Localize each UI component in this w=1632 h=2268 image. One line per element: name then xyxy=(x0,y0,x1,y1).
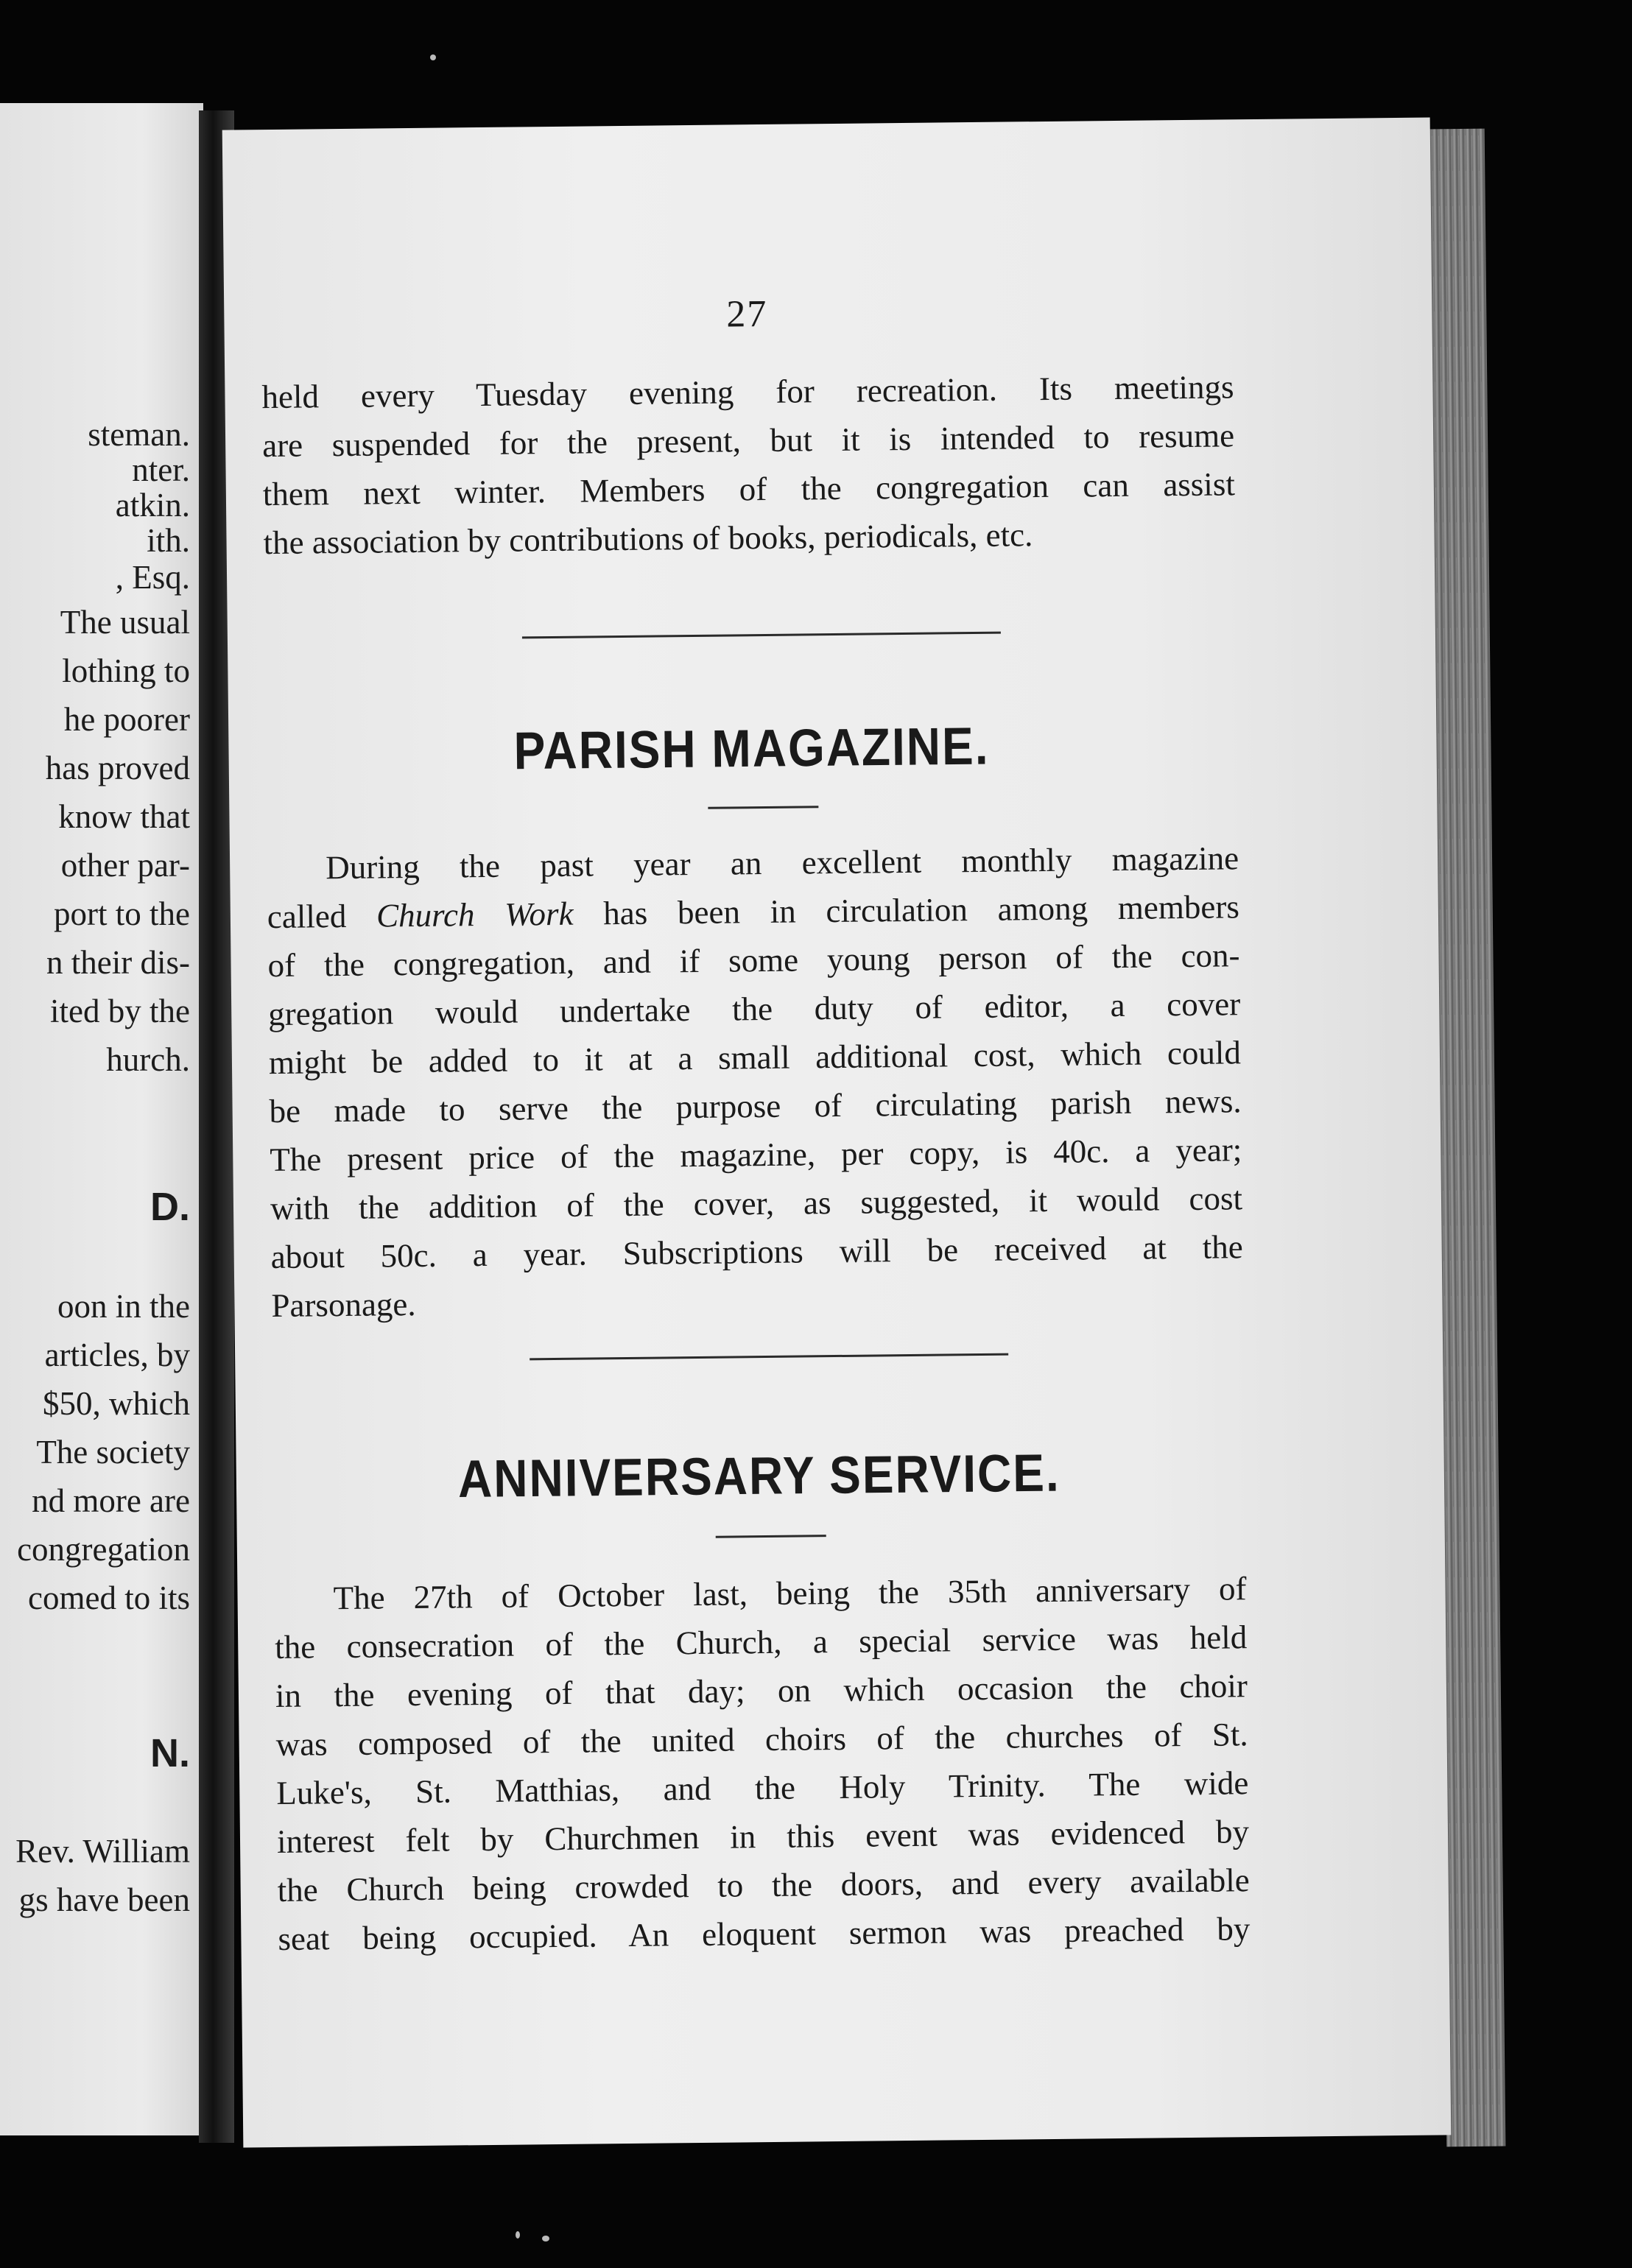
left-line: , Esq. xyxy=(115,559,190,596)
text-line: The 27th of October last, being the 35th anniversary of xyxy=(333,1570,1247,1617)
left-line: he poorer xyxy=(63,701,190,738)
left-line: has proved xyxy=(45,750,190,786)
text-line: was composed of the united choirs of the churches of St. xyxy=(275,1716,1248,1764)
left-line: hurch. xyxy=(106,1041,190,1078)
left-line: lothing to xyxy=(62,652,190,689)
left-line: other par- xyxy=(60,847,190,884)
text-line: about 50c. a year. Subscriptions will be received at the xyxy=(270,1228,1243,1276)
text-line: Parsonage. xyxy=(271,1285,416,1325)
text-line: the association by contributions of books, periodicals, etc. xyxy=(263,516,1033,562)
left-line: steman. xyxy=(88,416,190,453)
text-line: interest felt by Churchmen in this event was evidenced by xyxy=(276,1813,1250,1861)
section-heading-anniversary-service: ANNIVERSARY SERVICE. xyxy=(457,1443,1061,1509)
left-line: port to the xyxy=(54,895,190,932)
left-line: ith. xyxy=(147,522,190,559)
text-line: Luke's, St. Matthias, and the Holy Trinity. The wide xyxy=(276,1764,1249,1812)
left-line: oon in the xyxy=(57,1288,190,1325)
text-line: the Church being crowded to the doors, and every available xyxy=(277,1862,1250,1909)
left-line: $50, which xyxy=(43,1385,190,1422)
section-divider xyxy=(530,1353,1008,1361)
dust-speck xyxy=(542,2236,549,2241)
left-line: know that xyxy=(58,798,190,835)
text-fragment: called xyxy=(267,897,377,936)
left-line: atkin. xyxy=(115,487,190,524)
text-line: seat being occupied. An eloquent sermon was preached by xyxy=(278,1910,1251,1958)
heading-underline xyxy=(716,1535,826,1538)
left-line: nter. xyxy=(132,451,190,488)
left-line: The usual xyxy=(60,604,190,641)
left-line: The society xyxy=(36,1434,190,1471)
text-line: The present price of the magazine, per copy, is 40c. a year; xyxy=(270,1131,1242,1179)
heading-underline xyxy=(708,806,818,809)
text-line: are suspended for the present, but it is intended to resume xyxy=(261,417,1235,465)
left-line: ited by the xyxy=(50,993,190,1029)
anniversary-service-paragraph xyxy=(274,1564,1250,1963)
text-line: held every Tuesday evening for recreation. Its meetings xyxy=(261,368,1234,416)
text-fragment: has been in circulation among members xyxy=(573,888,1240,932)
parish-magazine-paragraph xyxy=(267,834,1244,1330)
text-line: the consecration of the Church, a special service was held xyxy=(275,1619,1248,1666)
dust-speck xyxy=(430,54,436,60)
intro-paragraph xyxy=(261,362,1236,567)
left-heading-fragment: N. xyxy=(150,1731,190,1775)
page-content xyxy=(259,119,1251,1958)
text-line: gregation would undertake the duty of editor, a cover xyxy=(268,985,1241,1033)
left-line: gs have been xyxy=(18,1881,190,1918)
left-line: comed to its xyxy=(28,1580,190,1616)
section-heading-parish-magazine: PARISH MAGAZINE. xyxy=(513,716,990,781)
left-line: n their dis- xyxy=(46,944,190,981)
left-line: Rev. William xyxy=(15,1833,190,1870)
left-line: articles, by xyxy=(44,1336,190,1373)
page-27 xyxy=(222,117,1452,2147)
magazine-title: Church Work xyxy=(376,895,574,934)
text-line: might be added to it at a small additional cost, which could xyxy=(268,1034,1242,1082)
section-divider xyxy=(522,632,1001,639)
text-line: in the evening of that day; on which occasion the choir xyxy=(275,1667,1248,1715)
text-line: them next winter. Members of the congregation can assist xyxy=(262,465,1236,513)
left-line: nd more are xyxy=(32,1482,190,1519)
page-number: 27 xyxy=(726,292,768,336)
dust-speck xyxy=(516,2231,520,2239)
left-line: congregation xyxy=(17,1531,190,1568)
text-line: be made to serve the purpose of circulating parish news. xyxy=(269,1082,1242,1130)
left-heading-fragment: D. xyxy=(150,1185,190,1229)
text-line: with the addition of the cover, as suggested, it would cost xyxy=(270,1180,1243,1228)
text-line: During the past year an excellent monthly magazine xyxy=(325,839,1239,887)
previous-page xyxy=(0,103,203,2135)
text-line: of the congregation, and if some young person of the con- xyxy=(267,937,1240,985)
